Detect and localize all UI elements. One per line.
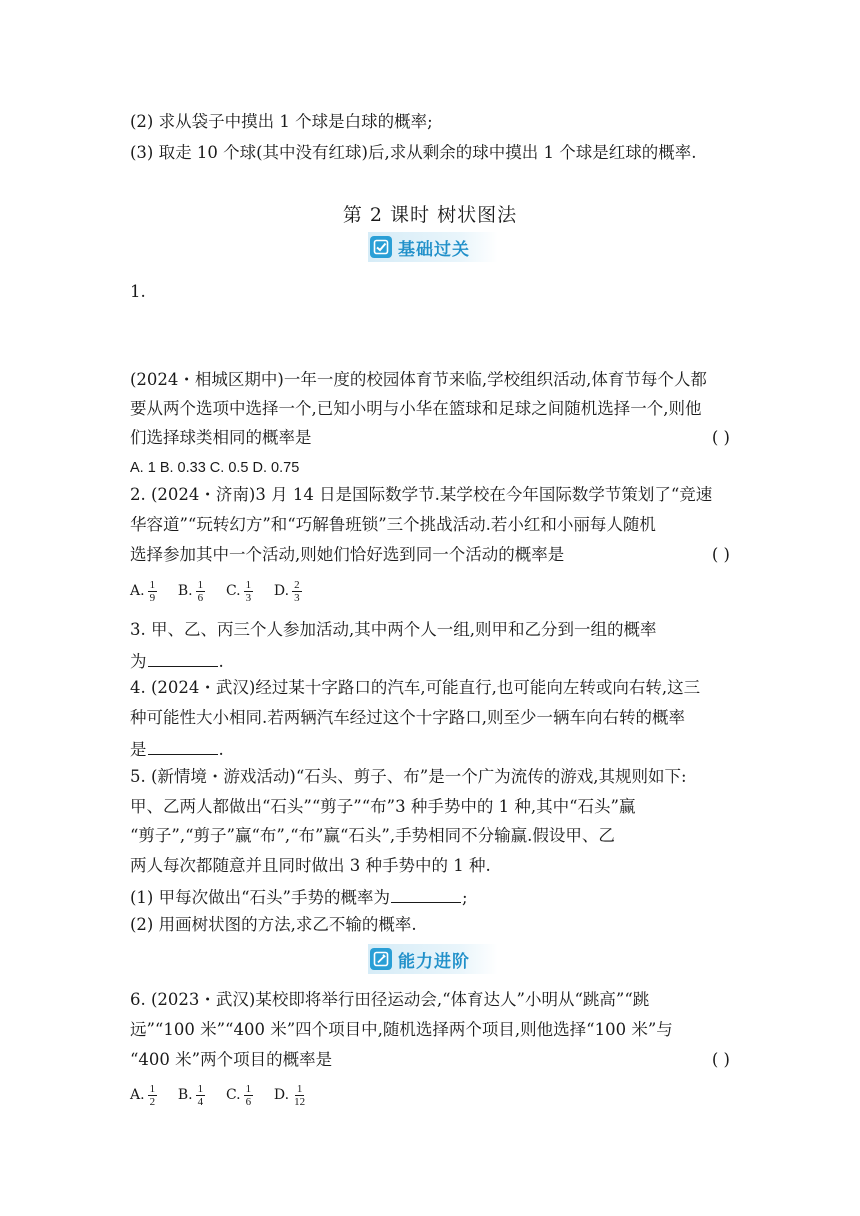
problem-5-line: 甲、乙两人都做出“石头”“剪子”“布”3 种手势中的 1 种,其中“石头”赢 <box>130 797 636 816</box>
problem-1-line: (2024・相城区期中)一年一度的校园体育节来临,学校组织活动,体育节每个人都 <box>130 370 707 389</box>
problem-6-line: 远”“100 米”“400 米”四个项目中,随机选择两个项目,则他选择“100 米”与 <box>130 1020 673 1039</box>
problem-1-line: 要从两个选项中选择一个,已知小明与小华在篮球和足球之间随机选择一个,则他 <box>130 399 702 418</box>
section-banner-label: 能力进阶 <box>398 951 470 971</box>
option-a: A. $\frac{1}{9}$ <box>130 578 156 604</box>
problem-5-line: 5. (新情境・游戏活动)“石头、剪子、布”是一个广为流传的游戏,其规则如下: <box>130 767 687 786</box>
problem-3-line: 为 . <box>130 652 224 671</box>
answer-parentheses: ( ) <box>711 1050 730 1069</box>
option-a: A. $\frac{1}{2}$ <box>130 1082 156 1108</box>
option-b: B. $\frac{1}{4}$ <box>177 1082 204 1108</box>
problem-1-number: 1. <box>130 282 146 301</box>
option-c: C. $\frac{1}{6}$ <box>225 1082 252 1108</box>
problem-6-stem-end: “400 米”两个项目的概率是 <box>130 1050 333 1069</box>
problem-5-line: “剪子”,“剪子”赢“布”,“布”赢“石头”,手势相同不分输赢.假设甲、乙 <box>130 826 615 845</box>
fill-blank[interactable] <box>391 886 461 903</box>
fraction: $\frac{1}{12}$ <box>294 1082 306 1108</box>
option-b: B. $\frac{1}{6}$ <box>177 578 204 604</box>
fraction: $\frac{1}{4}$ <box>197 1082 204 1108</box>
section-banner-label: 基础过关 <box>398 239 470 259</box>
fraction: $\frac{1}{2}$ <box>149 1082 156 1108</box>
problem-1-line <box>130 428 730 448</box>
problem-4-line: 种可能性大小相同.若两辆汽车经过这个十字路口,则至少一辆车向右转的概率 <box>130 708 685 727</box>
pencil-icon <box>370 948 392 970</box>
lesson-title: 第 2 课时 树状图法 <box>342 204 518 226</box>
problem-2-line: 华容道”“玩转幻方”和“巧解鲁班锁”三个挑战活动.若小红和小丽每人随机 <box>130 515 656 534</box>
problem-5-sub-2: (2) 用画树状图的方法,求乙不输的概率. <box>130 915 417 934</box>
problem-5-sub-1: (1) 甲每次做出“石头”手势的概率为 ; <box>130 888 468 907</box>
problem-2-stem-end: 选择参加其中一个活动,则她们恰好选到同一个活动的概率是 <box>130 545 565 564</box>
problem-2-line <box>130 545 730 565</box>
section-banner-basic <box>368 232 498 262</box>
fill-blank[interactable] <box>148 650 218 667</box>
problem-6-line <box>130 1050 730 1070</box>
problem-2-line: 2. (2024・济南)3 月 14 日是国际数学节.某学校在今年国际数学节策划了“竞速 <box>130 485 713 504</box>
section-banner-advanced <box>368 944 498 974</box>
answer-parentheses: ( ) <box>711 545 730 564</box>
problem-1-options: A. 1 B. 0.33 C. 0.5 D. 0.75 <box>130 460 300 476</box>
option-d: D. $\frac{1}{12}$ <box>273 1082 306 1108</box>
checkbox-icon <box>370 236 392 258</box>
option-d: D. $\frac{2}{3}$ <box>273 578 300 604</box>
question-part-3: (3) 取走 10 个球(其中没有红球)后,求从剩余的球中摸出 1 个球是红球的概率. <box>130 143 697 162</box>
problem-1-stem-end: 们选择球类相同的概率是 <box>130 428 312 447</box>
problem-3-line: 3. 甲、乙、丙三个人参加活动,其中两个人一组,则甲和乙分到一组的概率 <box>130 620 657 639</box>
problem-4-line: 是 . <box>130 740 224 759</box>
question-part-2: (2) 求从袋子中摸出 1 个球是白球的概率; <box>130 112 433 131</box>
fraction: $\frac{1}{6}$ <box>245 1082 252 1108</box>
problem-4-line: 4. (2024・武汉)经过某十字路口的汽车,可能直行,也可能向左转或向右转,这三 <box>130 678 701 697</box>
fraction: $\frac{1}{6}$ <box>197 578 204 604</box>
option-c: C. $\frac{1}{3}$ <box>225 578 252 604</box>
problem-6-line: 6. (2023・武汉)某校即将举行田径运动会,“体育达人”小明从“跳高”“跳 <box>130 990 650 1009</box>
fill-blank[interactable] <box>148 738 218 755</box>
fraction: $\frac{1}{3}$ <box>245 578 252 604</box>
problem-5-line: 两人每次都随意并且同时做出 3 种手势中的 1 种. <box>130 856 491 875</box>
fraction: $\frac{2}{3}$ <box>294 578 300 604</box>
fraction: $\frac{1}{9}$ <box>149 578 156 604</box>
problem-2-options <box>130 576 305 606</box>
problem-6-options <box>130 1080 310 1110</box>
answer-parentheses: ( ) <box>711 428 730 447</box>
